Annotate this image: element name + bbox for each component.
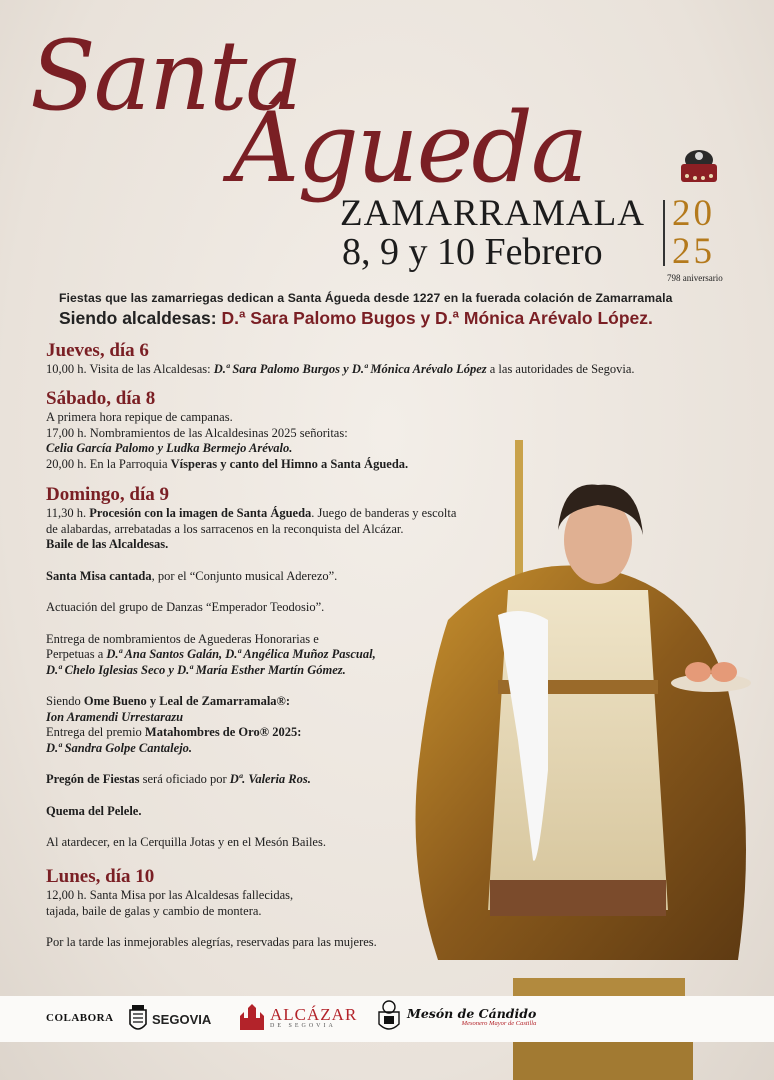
mayors-line xyxy=(59,308,653,329)
event-line: 17,00 h. Nombramientos de las Alcaldesinas 2025 señoritas: xyxy=(46,425,348,440)
event-line: Actuación del grupo de Danzas “Emperador Teodosio”. xyxy=(46,600,325,614)
event-line: A primera hora repique de campanas. xyxy=(46,410,233,424)
event-line: Quema del Pelele. xyxy=(46,803,142,818)
zamarramala-emblem-icon xyxy=(673,146,725,190)
event-line: Ion Aramendi Urrestarazu xyxy=(46,709,184,724)
section-lunes xyxy=(46,866,377,951)
anniversary: 798 aniversario xyxy=(667,273,723,283)
segovia-shield-icon xyxy=(128,1004,148,1034)
colabora-label: COLABORA xyxy=(46,1012,114,1024)
title-line-1: Santa xyxy=(30,20,301,132)
segovia-logo xyxy=(128,1004,211,1034)
segovia-text: SEGOVIA xyxy=(152,1011,212,1027)
day-heading: Lunes, día 10 xyxy=(46,866,155,887)
event-line: Baile de las Alcaldesas. xyxy=(46,537,169,551)
event-line: 11,30 h. Procesión con la imagen de Santa Águeda. Juego de banderas y escolta xyxy=(46,506,457,520)
section-domingo xyxy=(46,484,456,851)
alcazar-logo xyxy=(238,1004,357,1030)
section-sabado xyxy=(46,388,408,472)
event-line: Al atardecer, en la Cerquilla Jotas y en el Mesón Bailes. xyxy=(46,835,326,849)
day-heading: Domingo, día 9 xyxy=(46,484,169,505)
alcazar-text: ALCÁZAR xyxy=(270,1004,358,1024)
event-line: Entrega de nombramientos de Aguederas Honorarias e xyxy=(46,631,319,646)
alcazar-castle-icon xyxy=(238,1004,266,1030)
event-line: de alabardas, arrebatadas a los sarracenos en la reconquista del Alcázar. xyxy=(46,521,404,536)
event-line: tajada, baile de galas y cambio de montera. xyxy=(46,903,262,918)
location: ZAMARRAMALA xyxy=(340,193,645,234)
divider xyxy=(663,200,665,266)
meson-crest-icon xyxy=(376,1000,402,1034)
event-line: Santa Misa cantada, por el “Conjunto musical Aderezo”. xyxy=(46,568,338,583)
event-line: 20,00 h. En la Parroquia Vísperas y canto del Himno a Santa Águeda. xyxy=(46,456,409,471)
mayors-names: D.ª Sara Palomo Bugos y D.ª Mónica Arévalo López. xyxy=(216,308,653,328)
event-line: Celia García Palomo y Ludka Bermejo Arévalo. xyxy=(46,441,293,455)
title-line-2: Águeda xyxy=(230,92,587,204)
year-bottom: 25 xyxy=(672,231,715,272)
meson-text: Mesón de Cándido xyxy=(407,1005,537,1021)
event-line: Pregón de Fiestas será oficiado por Dª. Valeria Ros. xyxy=(46,772,311,786)
section-jueves xyxy=(46,340,635,378)
alcazar-subtext: DE SEGOVIA xyxy=(270,1022,336,1029)
event-line: D.ª Chelo Iglesias Seco y D.ª María Esther Martín Gómez. xyxy=(46,662,346,677)
meson-subtext: Mesonero Mayor de Castilla xyxy=(461,1020,537,1028)
day-heading: Jueves, día 6 xyxy=(46,340,149,361)
event-line: Por la tarde las inmejorables alegrías, reservadas para las mujeres. xyxy=(46,935,377,949)
mayors-prefix: Siendo alcaldesas: xyxy=(59,308,217,328)
event-dates: 8, 9 y 10 Febrero xyxy=(342,231,603,273)
day-heading: Sábado, día 8 xyxy=(46,388,156,409)
event-line: Perpetuas a D.ª Ana Santos Galán, D.ª Angélica Muñoz Pascual, xyxy=(46,647,376,661)
intro-text: Fiestas que las zamarriegas dedican a Santa Águeda desde 1227 en la fuerada colación de Zamarramala xyxy=(59,291,673,305)
event-line: 12,00 h. Santa Misa por las Alcaldesas fallecidas, xyxy=(46,888,294,902)
event-line: Siendo Ome Bueno y Leal de Zamarramala®: xyxy=(46,694,291,708)
year-top: 20 xyxy=(672,193,715,234)
event-line: Entrega del premio Matahombres de Oro® 2025: xyxy=(46,725,302,739)
event-line: 10,00 h. Visita de las Alcaldesas: D.ª Sara Palomo Burgos y D.ª Mónica Arévalo López a las autoridades de Segovia. xyxy=(46,362,635,376)
meson-candido-logo xyxy=(376,1000,536,1034)
event-line: D.ª Sandra Golpe Cantalejo. xyxy=(46,740,193,755)
